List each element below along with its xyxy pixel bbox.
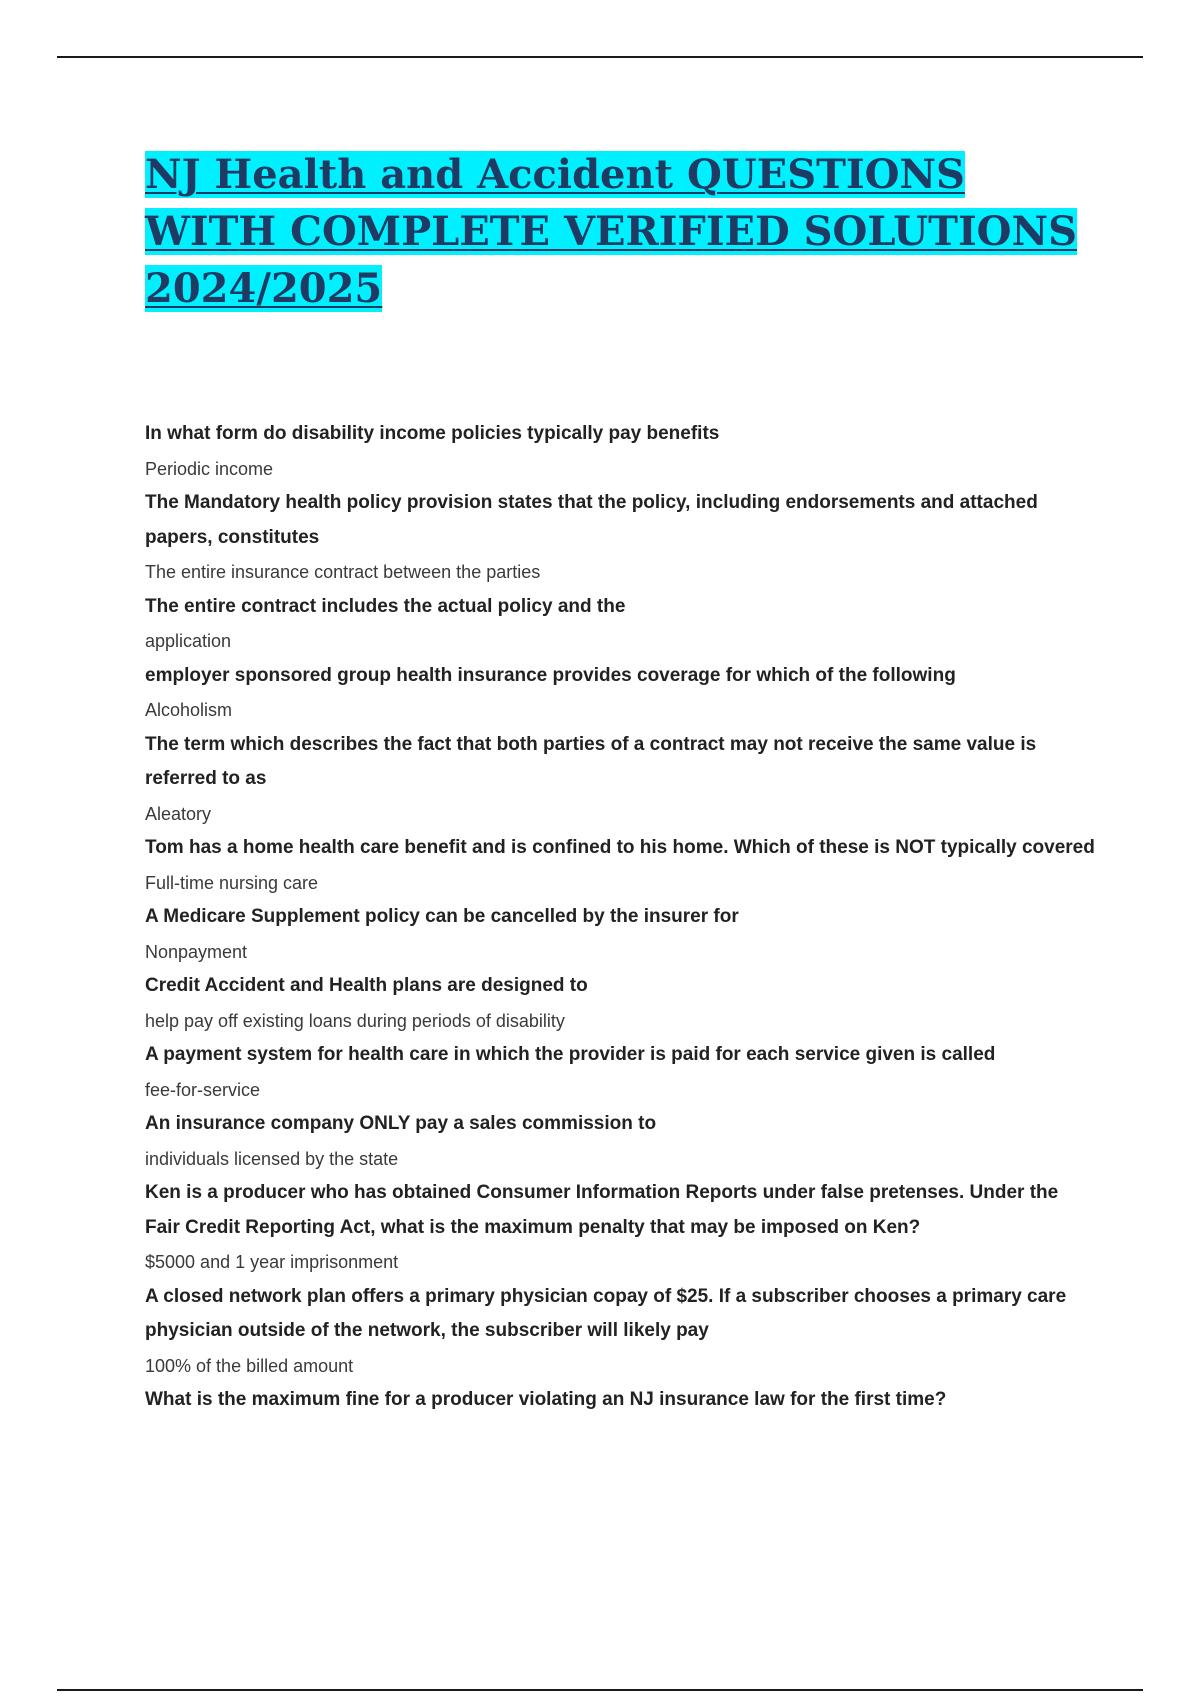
question: What is the maximum fine for a producer violating an NJ insurance law for the first time?: [145, 1389, 947, 1410]
answer: Nonpayment: [145, 941, 248, 962]
document-title-text: NJ Health and Accident QUESTIONS WITH COMPLETE VERIFIED SOLUTIONS 2024/2025: [145, 151, 1077, 312]
answer: $5000 and 1 year imprisonment: [145, 1252, 399, 1272]
question: The entire contract includes the actual policy and the: [145, 595, 626, 617]
answer: help pay off existing loans during periods of disability: [145, 1010, 565, 1031]
answer: fee-for-service: [145, 1079, 261, 1100]
bottom-rule: [57, 1689, 1143, 1691]
answer: 100% of the billed amount: [145, 1355, 354, 1376]
answer: Periodic income: [145, 458, 274, 479]
question: A payment system for health care in which the provider is paid for each service given is called: [145, 1044, 996, 1065]
qa-list: [145, 417, 1095, 1418]
question: The term which describes the fact that both parties of a contract may not receive the same value is referred to as: [145, 733, 1037, 789]
answer: application: [145, 631, 232, 651]
question: A closed network plan offers a primary physician copay of $25. If a subscriber chooses a primary care physician outside of the network, the subscriber will likely pay: [145, 1285, 1067, 1341]
question: The Mandatory health policy provision states that the policy, including endorsements and attached papers, constitutes: [145, 492, 1038, 548]
answer: individuals licensed by the state: [145, 1148, 399, 1169]
question: Credit Accident and Health plans are designed to: [145, 975, 588, 996]
question: An insurance company ONLY pay a sales commission to: [145, 1113, 657, 1134]
top-rule: [57, 56, 1143, 58]
answer: Aleatory: [145, 803, 212, 824]
question: In what form do disability income policies typically pay benefits: [145, 423, 720, 444]
answer: Alcoholism: [145, 700, 233, 720]
question: A Medicare Supplement policy can be cancelled by the insurer for: [145, 906, 739, 927]
question: employer sponsored group health insurance provides coverage for which of the following: [145, 664, 956, 686]
answer: The entire insurance contract between the parties: [145, 562, 541, 582]
question: Ken is a producer who has obtained Consumer Information Reports under false pretenses. Under the Fair Credit Reporting Act, what is the maximum penalty that may be imposed on Ken?: [145, 1182, 1059, 1238]
answer: Full-time nursing care: [145, 872, 319, 893]
question: Tom has a home health care benefit and is confined to his home. Which of these is NOT typically covered: [145, 837, 1095, 858]
document-title: [145, 146, 1105, 317]
